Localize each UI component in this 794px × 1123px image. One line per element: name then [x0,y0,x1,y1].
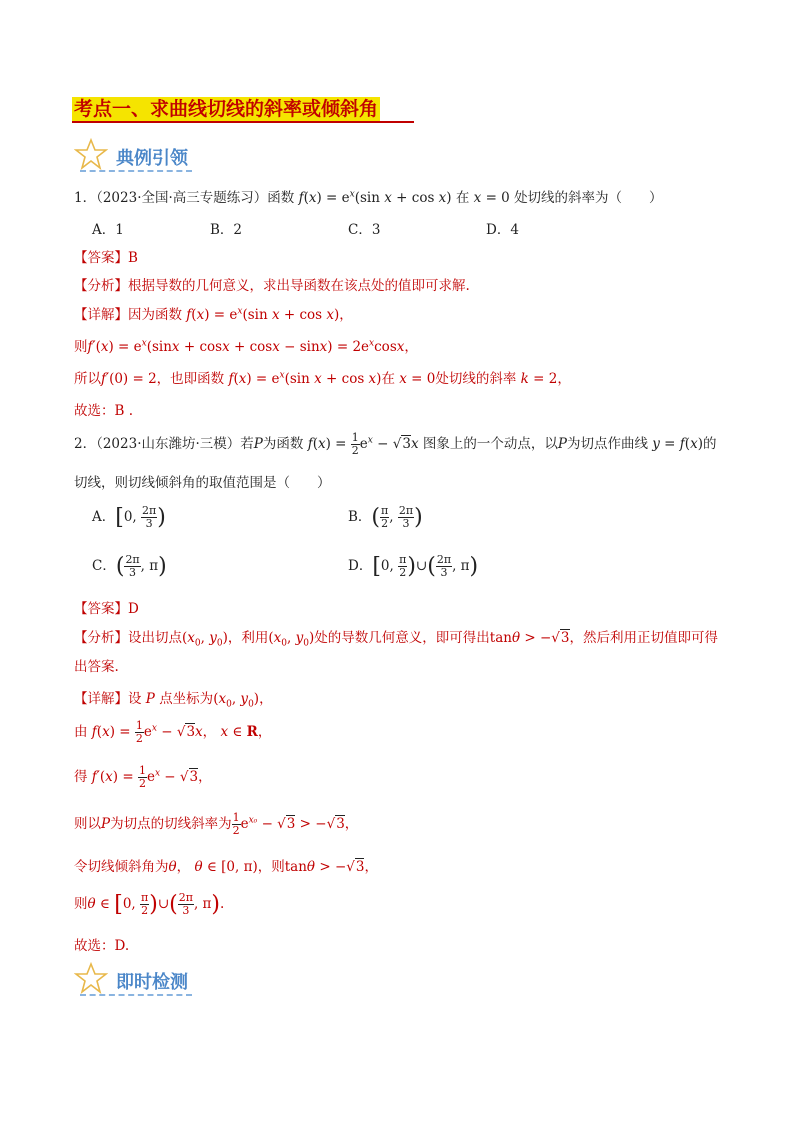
practice-heading: 即时检测 [116,972,188,993]
q1-option-a: A．1 [92,222,124,238]
q2-detail-5: 令切线倾斜角为θ， θ ∈ [0, π)，则tanθ > −√3， [74,859,378,875]
q2-detail-3: 得 f′(x) = $\frac{1}{2}$ $e^x - √3$， [74,764,212,790]
heading-underline [80,994,192,996]
star-icon [74,962,108,994]
q1-conclusion: 故选：B . [74,403,134,419]
q2-detail-2: 由 f(x) = $\frac{1}{2}$ $e^x - √3x$， x ∈ R， [74,719,272,745]
examples-heading: 典例引领 [116,148,188,169]
q2-analysis: 【分析】设出切点($x_0$, $y_0$)，利用($x_0$, $y_0$)处的导数几何意义，即可得出tanθ > −√3，然后利用正切值即可得 [74,630,718,649]
q2-detail-4: 则以P为切点的切线斜率为 $\frac{1}{2}$ $e^{x_0} - √3 > -√3$， [74,811,359,837]
q2-option-b: B．( $\frac{\pi}{2}$ , $\frac{2\pi}{3}$ ) [348,504,423,530]
heading-underline [80,170,192,172]
q1-stem: 1．（2023·全国·高三专题练习）函数 $f(x) = e^x(\sin$ x + cos x) 在 x = 0 处切线的斜率为（ ） [74,189,663,206]
q2-option-d: D．[0, $\frac{\pi}{2}$ )∪( $\frac{2\pi}{3}$ , π) [348,553,479,579]
title-underline [72,121,414,123]
q2-option-a: A．[0, $\frac{2\pi}{3}$ ) [92,504,166,530]
q1-detail-3: 所以f′(0) = 2，也即函数 $f(x) = e^x(\sin$ x + cos x)在 x = 0处切线的斜率 k = 2， [74,370,571,387]
q2-option-c: C．( $\frac{2\pi}{3}$ , π) [92,553,167,579]
q1-answer: 【答案】B [74,250,138,266]
section-title: 考点一、求曲线切线的斜率或倾斜角 [74,98,379,120]
q1-option-c: C．3 [348,222,381,238]
star-icon [74,138,108,170]
q1-option-b: B．2 [210,222,243,238]
q2-answer: 【答案】D [74,601,139,617]
q2-conclusion: 故选：D. [74,938,130,954]
q1-analysis: 【分析】根据导数的几何意义，求出导函数在该点处的值即可求解. [74,278,470,294]
q2-stem-line2: 切线，则切线倾斜角的取值范围是（ ） [74,475,331,491]
q2-analysis-line2: 出答案. [74,659,119,675]
q1-detail-2: 则$f'(x) = e^x(\sin x + \cos x + \cos x - \sin x) = 2e^x\cos x$， [74,338,418,355]
q2-detail-6: 则θ ∈ [0, $\frac{\pi}{2}$ )∪( $\frac{2\pi}{3}$ , π). [74,891,225,917]
q1-detail-1: 【详解】因为函数 $f(x) = e^x(\sin$ x + cos x)， [74,306,353,323]
q2-detail-1: 【详解】设 P 点坐标为($x_0$, $y_0$)， [74,691,273,710]
q1-option-d: D．4 [486,222,519,238]
q2-stem: 2．（2023·山东潍坊·三模）若P为函数 f(x) = $\frac{1}{2}$ $e^x - √3x$ 图象上的一个动点，以P为切点作曲线 y = f(x)的 [74,431,717,457]
